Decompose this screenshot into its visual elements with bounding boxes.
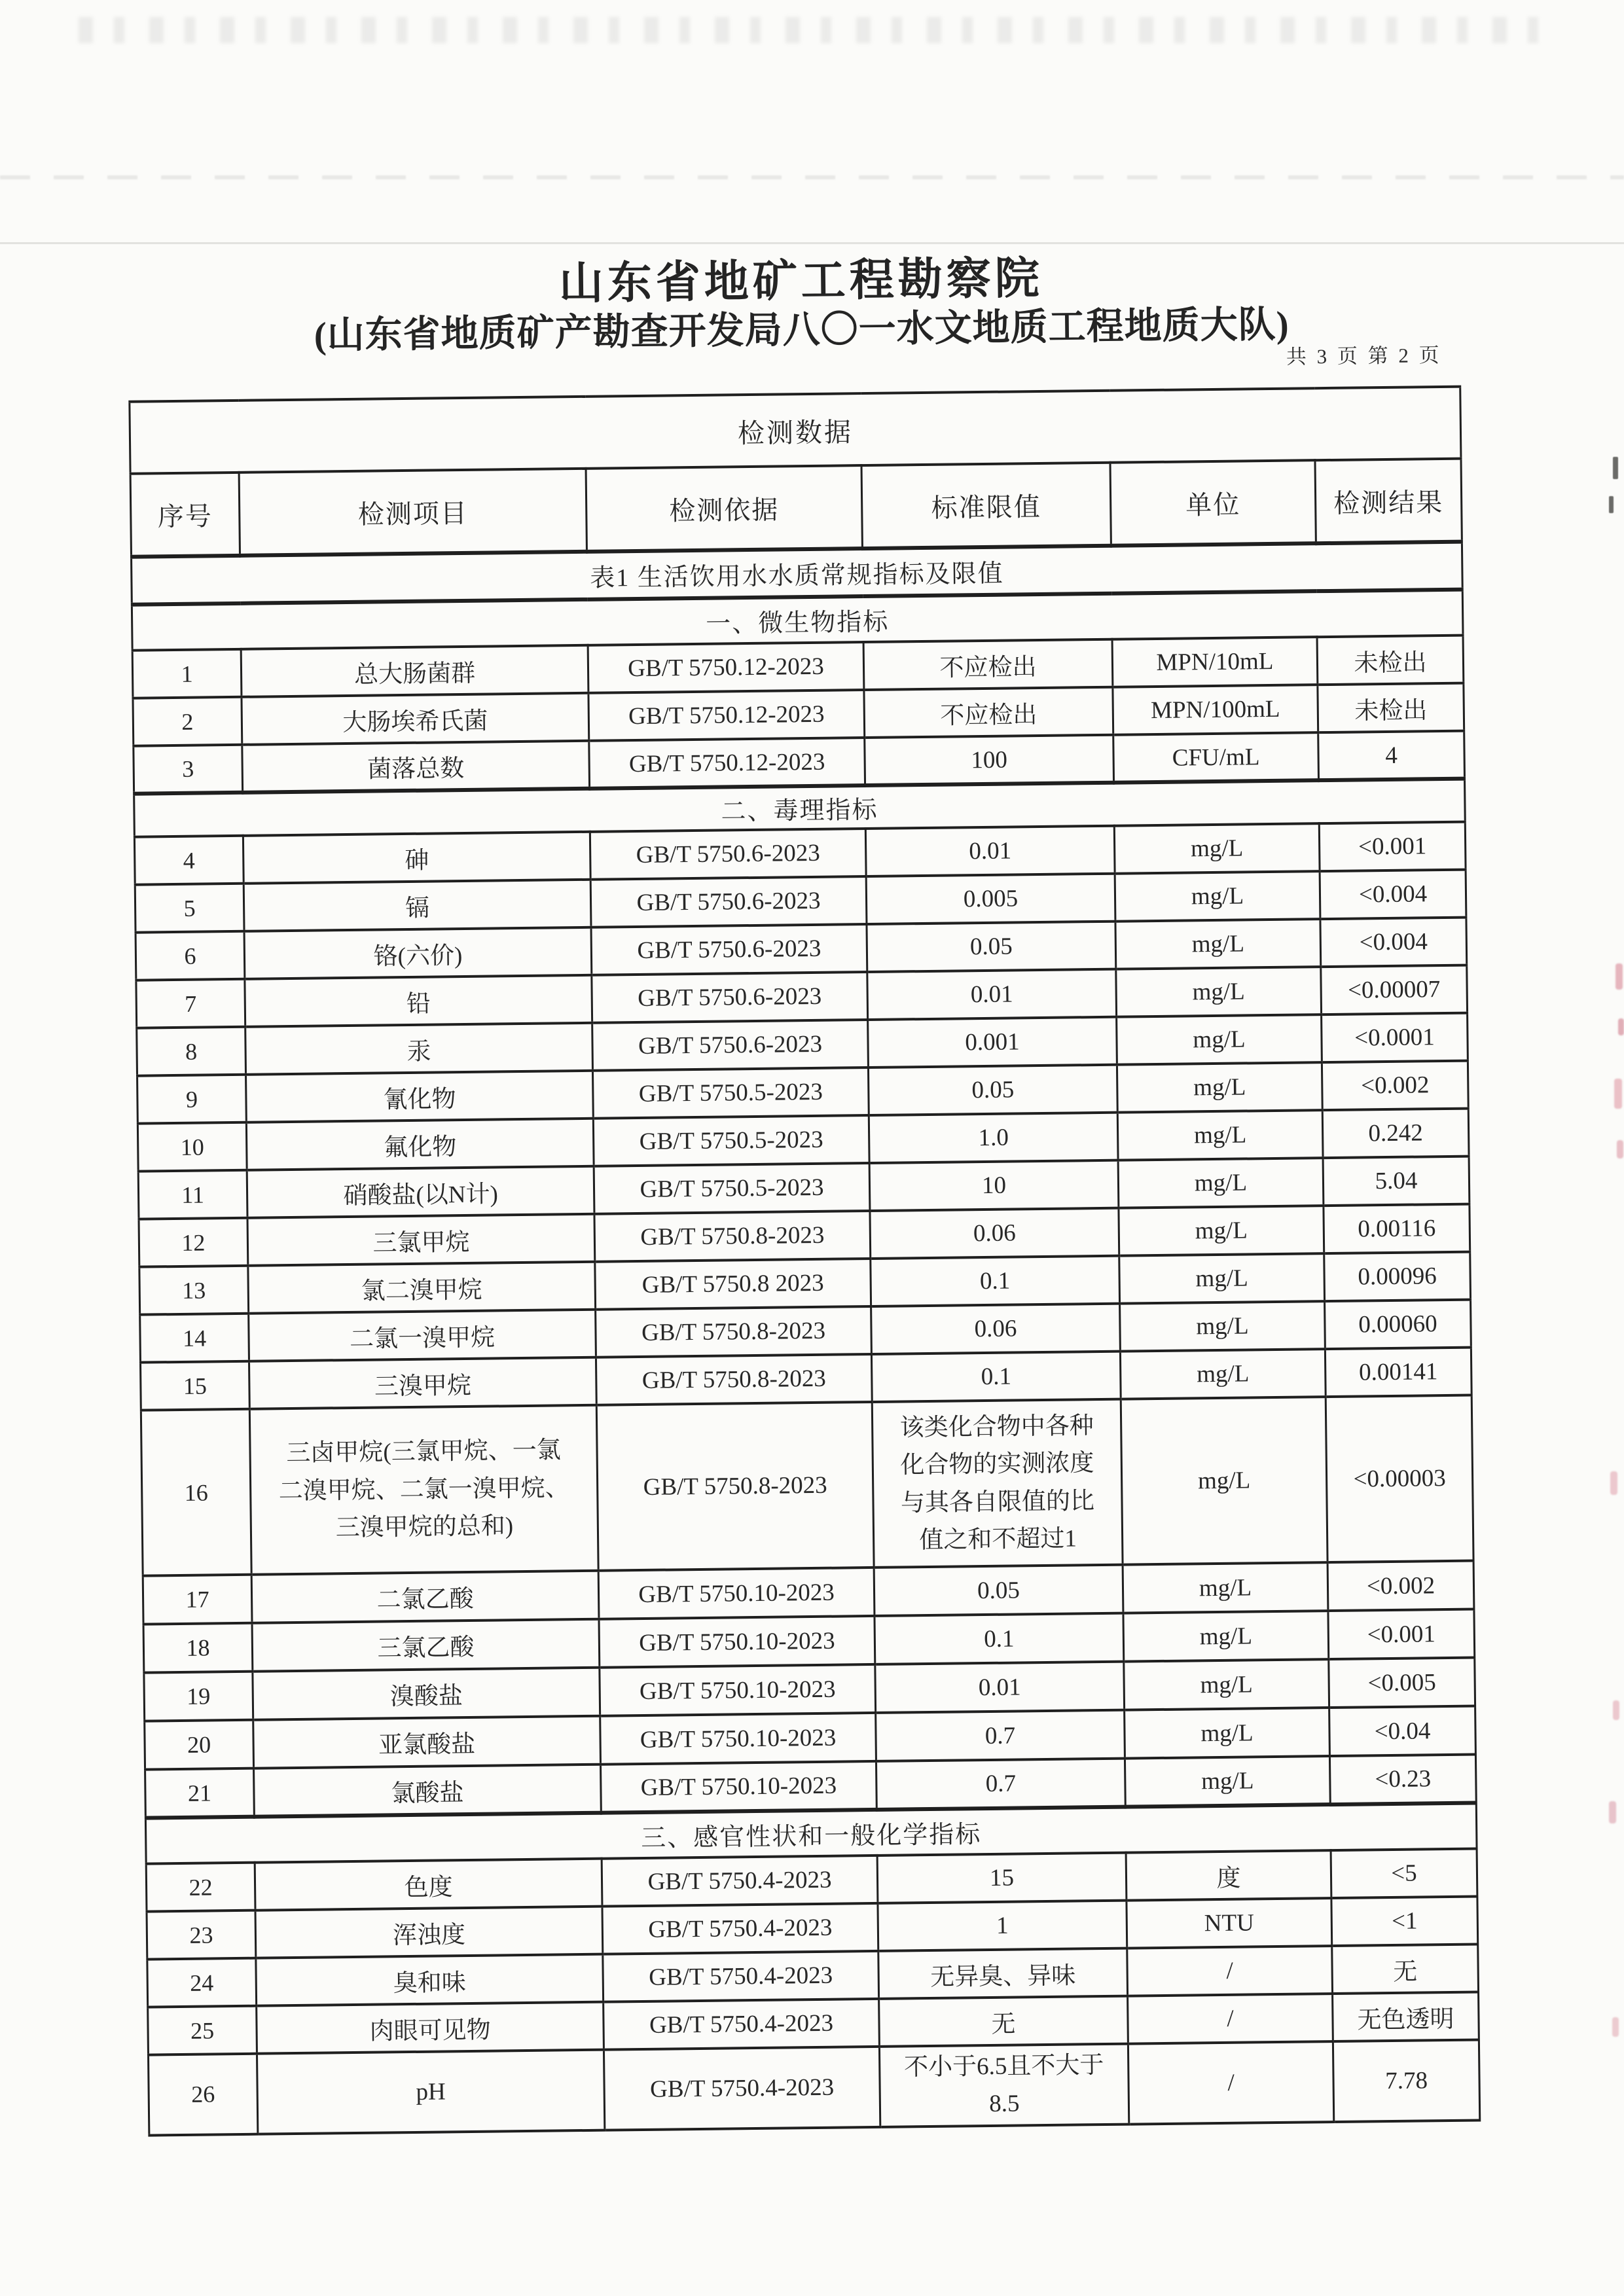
cell-method: GB/T 5750.6-2023 — [592, 972, 868, 1023]
cell-unit: mg/L — [1119, 1206, 1324, 1256]
cell-limit: 15 — [877, 1853, 1127, 1903]
cell-result: <0.04 — [1329, 1706, 1476, 1757]
cell-limit: 1.0 — [869, 1113, 1118, 1163]
cell-no: 3 — [134, 745, 243, 794]
cell-item: 砷 — [243, 832, 590, 884]
cell-item: 氰化物 — [246, 1071, 594, 1122]
cell-limit: 0.05 — [867, 922, 1116, 972]
col-header-method: 检测依据 — [586, 465, 862, 552]
cell-no: 2 — [133, 697, 242, 746]
cell-method: GB/T 5750.6-2023 — [592, 1020, 869, 1071]
cell-result: 无色透明 — [1333, 1992, 1479, 2042]
cell-result: <0.23 — [1329, 1755, 1476, 1805]
cell-no: 8 — [137, 1027, 246, 1076]
cell-limit: 0.1 — [871, 1256, 1120, 1306]
cell-limit: 0.01 — [865, 826, 1115, 876]
cell-no: 7 — [136, 979, 245, 1028]
cell-unit: mg/L — [1120, 1301, 1326, 1352]
cell-item: 三卤甲烷(三氯甲烷、一氯 二溴甲烷、二氯一溴甲烷、 三溴甲烷的总和) — [249, 1405, 598, 1575]
cell-method: GB/T 5750.12-2023 — [589, 738, 865, 789]
cell-method: GB/T 5750.8-2023 — [596, 1402, 874, 1571]
cell-limit: 无 — [879, 1996, 1128, 2047]
cell-item: 镉 — [244, 880, 591, 931]
cell-unit: mg/L — [1120, 1349, 1326, 1399]
cell-no: 24 — [147, 1958, 257, 2007]
cell-limit: 0.06 — [871, 1304, 1121, 1354]
cell-unit: / — [1128, 2041, 1333, 2124]
cell-limit: 无异臭、异味 — [878, 1948, 1128, 1999]
cell-item: 铬(六价) — [244, 927, 592, 979]
cell-method: GB/T 5750.5-2023 — [593, 1115, 869, 1166]
cell-result: <5 — [1331, 1849, 1477, 1899]
cell-unit: / — [1128, 1994, 1333, 2044]
cell-unit: mg/L — [1117, 1062, 1322, 1113]
cell-unit: MPN/10mL — [1112, 637, 1318, 687]
cell-limit: 0.06 — [870, 1208, 1119, 1259]
cell-limit: 0.01 — [867, 969, 1117, 1020]
cell-no: 21 — [145, 1768, 255, 1818]
cell-method: GB/T 5750.6-2023 — [590, 876, 867, 927]
cell-method: GB/T 5750.12-2023 — [588, 690, 865, 741]
cell-method: GB/T 5750.8-2023 — [594, 1211, 871, 1262]
cell-item: 氯二溴甲烷 — [248, 1262, 596, 1314]
cell-result: 5.04 — [1323, 1157, 1470, 1206]
cell-result: 0.00141 — [1325, 1348, 1471, 1397]
cell-result: <0.005 — [1329, 1658, 1475, 1708]
cell-no: 17 — [143, 1575, 252, 1624]
cell-item: 菌落总数 — [242, 741, 590, 793]
cell-no: 26 — [148, 2054, 257, 2136]
cell-unit: mg/L — [1125, 1756, 1330, 1807]
cell-unit: / — [1127, 1946, 1333, 1996]
cell-item: 汞 — [245, 1023, 593, 1075]
cell-no: 16 — [141, 1409, 251, 1576]
cell-limit: 0.001 — [868, 1017, 1117, 1067]
cell-item: 臭和味 — [256, 1954, 604, 2006]
cell-item: 肉眼可见物 — [257, 2002, 604, 2054]
column-header-row — [130, 459, 1462, 557]
cell-no: 11 — [138, 1170, 247, 1219]
col-header-index: 序号 — [130, 473, 240, 557]
cell-no: 23 — [147, 1910, 256, 1960]
cell-method: GB/T 5750.10-2023 — [599, 1616, 875, 1668]
cell-unit: mg/L — [1119, 1253, 1325, 1304]
col-header-unit: 单位 — [1110, 460, 1316, 546]
cell-method: GB/T 5750.10-2023 — [598, 1568, 875, 1619]
cell-no: 10 — [137, 1122, 247, 1172]
cell-no: 15 — [140, 1361, 249, 1410]
cell-method: GB/T 5750.4-2023 — [604, 1999, 880, 2050]
cell-item: 氟化物 — [246, 1119, 594, 1170]
cell-limit: 10 — [869, 1160, 1119, 1211]
table-row — [141, 1395, 1473, 1576]
cell-limit: 0.05 — [868, 1065, 1117, 1115]
cell-unit: mg/L — [1117, 1110, 1323, 1160]
organization-title: 山东省地矿工程勘察院 — [558, 253, 1044, 309]
cell-item: 硝酸盐(以N计) — [247, 1166, 594, 1218]
cell-no: 22 — [146, 1863, 255, 1912]
organization-subtitle: (山东省地质矿产勘查开发局八〇一水文地质工程地质大队) — [314, 304, 1290, 357]
cell-no: 13 — [139, 1266, 249, 1315]
cell-method: GB/T 5750.4-2023 — [602, 1856, 878, 1907]
cell-method: GB/T 5750.4-2023 — [603, 1951, 879, 2002]
cell-limit: 0.01 — [875, 1662, 1125, 1713]
cell-limit: 0.005 — [866, 874, 1115, 924]
cell-limit: 0.1 — [875, 1613, 1124, 1664]
cell-no: 18 — [143, 1623, 253, 1673]
cell-result: <0.0001 — [1322, 1013, 1468, 1063]
cell-item: 总大肠菌群 — [241, 645, 588, 697]
cell-limit: 0.05 — [874, 1565, 1123, 1616]
cell-item: 铅 — [245, 975, 592, 1027]
cell-limit: 0.7 — [876, 1710, 1125, 1761]
cell-unit: mg/L — [1117, 1014, 1322, 1065]
cell-result: <0.001 — [1328, 1609, 1475, 1660]
cell-method: GB/T 5750.8-2023 — [596, 1306, 872, 1357]
cell-unit: mg/L — [1123, 1562, 1328, 1613]
cell-result: <0.004 — [1320, 870, 1466, 920]
cell-result: <0.002 — [1327, 1561, 1474, 1611]
cell-item: 浑浊度 — [255, 1907, 603, 1958]
cell-item: pH — [257, 2050, 604, 2134]
cell-unit: mg/L — [1115, 871, 1320, 922]
cell-method: GB/T 5750.8-2023 — [596, 1354, 872, 1405]
cell-item: 三氯甲烷 — [247, 1214, 595, 1266]
cell-result: 未检出 — [1318, 683, 1464, 733]
cell-method: GB/T 5750.6-2023 — [590, 829, 866, 880]
cell-no: 12 — [139, 1218, 248, 1267]
cell-result: <0.00007 — [1321, 965, 1468, 1015]
cell-method: GB/T 5750.6-2023 — [591, 924, 867, 975]
cell-limit: 该类化合物中各种 化合物的实测浓度 与其各自限值的比 值之和不超过1 — [872, 1399, 1123, 1568]
col-header-item: 检测项目 — [239, 469, 586, 556]
table-title: 检测数据 — [130, 387, 1461, 474]
cell-item: 氯酸盐 — [254, 1765, 602, 1817]
cell-unit: mg/L — [1125, 1708, 1330, 1759]
cell-item: 三溴甲烷 — [249, 1357, 596, 1409]
cell-result: <0.002 — [1322, 1061, 1468, 1111]
cell-limit: 1 — [878, 1901, 1127, 1951]
cell-result: <0.001 — [1319, 822, 1466, 872]
cell-item: 三氯乙酸 — [252, 1619, 600, 1672]
cell-no: 25 — [148, 2006, 257, 2055]
cell-unit: mg/L — [1116, 967, 1322, 1017]
cell-no: 9 — [137, 1075, 247, 1124]
cell-item: 色度 — [255, 1859, 602, 1910]
cell-method: GB/T 5750.8 2023 — [595, 1259, 871, 1310]
cell-no: 19 — [144, 1672, 253, 1721]
cell-method: GB/T 5750.5-2023 — [592, 1067, 869, 1119]
cell-no: 4 — [134, 836, 244, 885]
cell-method: GB/T 5750.5-2023 — [594, 1163, 870, 1214]
cell-limit: 不小于6.5且不大于 8.5 — [879, 2044, 1128, 2127]
cell-unit: mg/L — [1118, 1158, 1324, 1208]
cell-no: 6 — [135, 931, 245, 980]
col-header-result: 检测结果 — [1315, 459, 1462, 544]
cell-unit: mg/L — [1114, 823, 1320, 874]
cell-unit: mg/L — [1123, 1611, 1329, 1662]
cell-item: 亚氯酸盐 — [253, 1716, 601, 1768]
cell-result: 4 — [1318, 731, 1465, 781]
cell-result: 7.78 — [1333, 2040, 1479, 2122]
cell-limit: 不应检出 — [864, 687, 1113, 738]
cell-no: 14 — [140, 1314, 249, 1363]
cell-unit: 度 — [1126, 1850, 1331, 1901]
cell-no: 5 — [135, 884, 244, 933]
cell-item: 溴酸盐 — [253, 1668, 600, 1720]
section-label: 二、毒理指标 — [134, 779, 1466, 837]
cell-unit: mg/L — [1121, 1397, 1327, 1565]
cell-unit: mg/L — [1115, 919, 1321, 969]
cell-result: 0.00116 — [1324, 1204, 1470, 1254]
cell-limit: 0.1 — [871, 1352, 1121, 1402]
cell-no: 1 — [132, 649, 242, 698]
cell-result: 无 — [1332, 1945, 1479, 1994]
cell-method: GB/T 5750.10-2023 — [600, 1713, 876, 1765]
cell-item: 二氯乙酸 — [251, 1571, 599, 1623]
cell-item: 二氯一溴甲烷 — [249, 1310, 596, 1361]
cell-result: <0.004 — [1320, 918, 1467, 967]
cell-item: 大肠埃希氏菌 — [242, 693, 589, 745]
cell-result: 0.00096 — [1324, 1252, 1471, 1302]
cell-limit: 100 — [865, 735, 1114, 785]
cell-method: GB/T 5750.12-2023 — [588, 642, 864, 693]
cell-limit: 不应检出 — [863, 639, 1113, 690]
cell-result: 0.242 — [1322, 1109, 1469, 1158]
cell-method: GB/T 5750.4-2023 — [602, 1903, 878, 1954]
page-number-info: 共 3 页 第 2 页 — [1286, 343, 1442, 368]
cell-no: 20 — [145, 1720, 254, 1770]
cell-result: <0.00003 — [1326, 1395, 1473, 1563]
cell-method: GB/T 5750.10-2023 — [600, 1664, 876, 1716]
cell-unit: MPN/100mL — [1113, 685, 1318, 735]
cell-unit: NTU — [1127, 1898, 1332, 1948]
cell-unit: mg/L — [1124, 1659, 1329, 1710]
table-row — [148, 2040, 1479, 2136]
section-label: 表1 生活饮用水水质常规指标及限值 — [132, 542, 1463, 605]
cell-result: 未检出 — [1317, 636, 1464, 685]
cell-limit: 0.7 — [876, 1759, 1125, 1810]
col-header-limit: 标准限值 — [861, 463, 1111, 548]
cell-unit: CFU/mL — [1113, 732, 1319, 783]
section-label: 三、感官性状和一般化学指标 — [145, 1803, 1477, 1864]
cell-result: <1 — [1331, 1897, 1478, 1946]
cell-method: GB/T 5750.4-2023 — [604, 2047, 880, 2130]
cell-method: GB/T 5750.10-2023 — [601, 1761, 877, 1813]
cell-result: 0.00060 — [1325, 1300, 1471, 1350]
test-data-table — [128, 386, 1481, 2137]
section-label: 一、微生物指标 — [132, 590, 1463, 651]
